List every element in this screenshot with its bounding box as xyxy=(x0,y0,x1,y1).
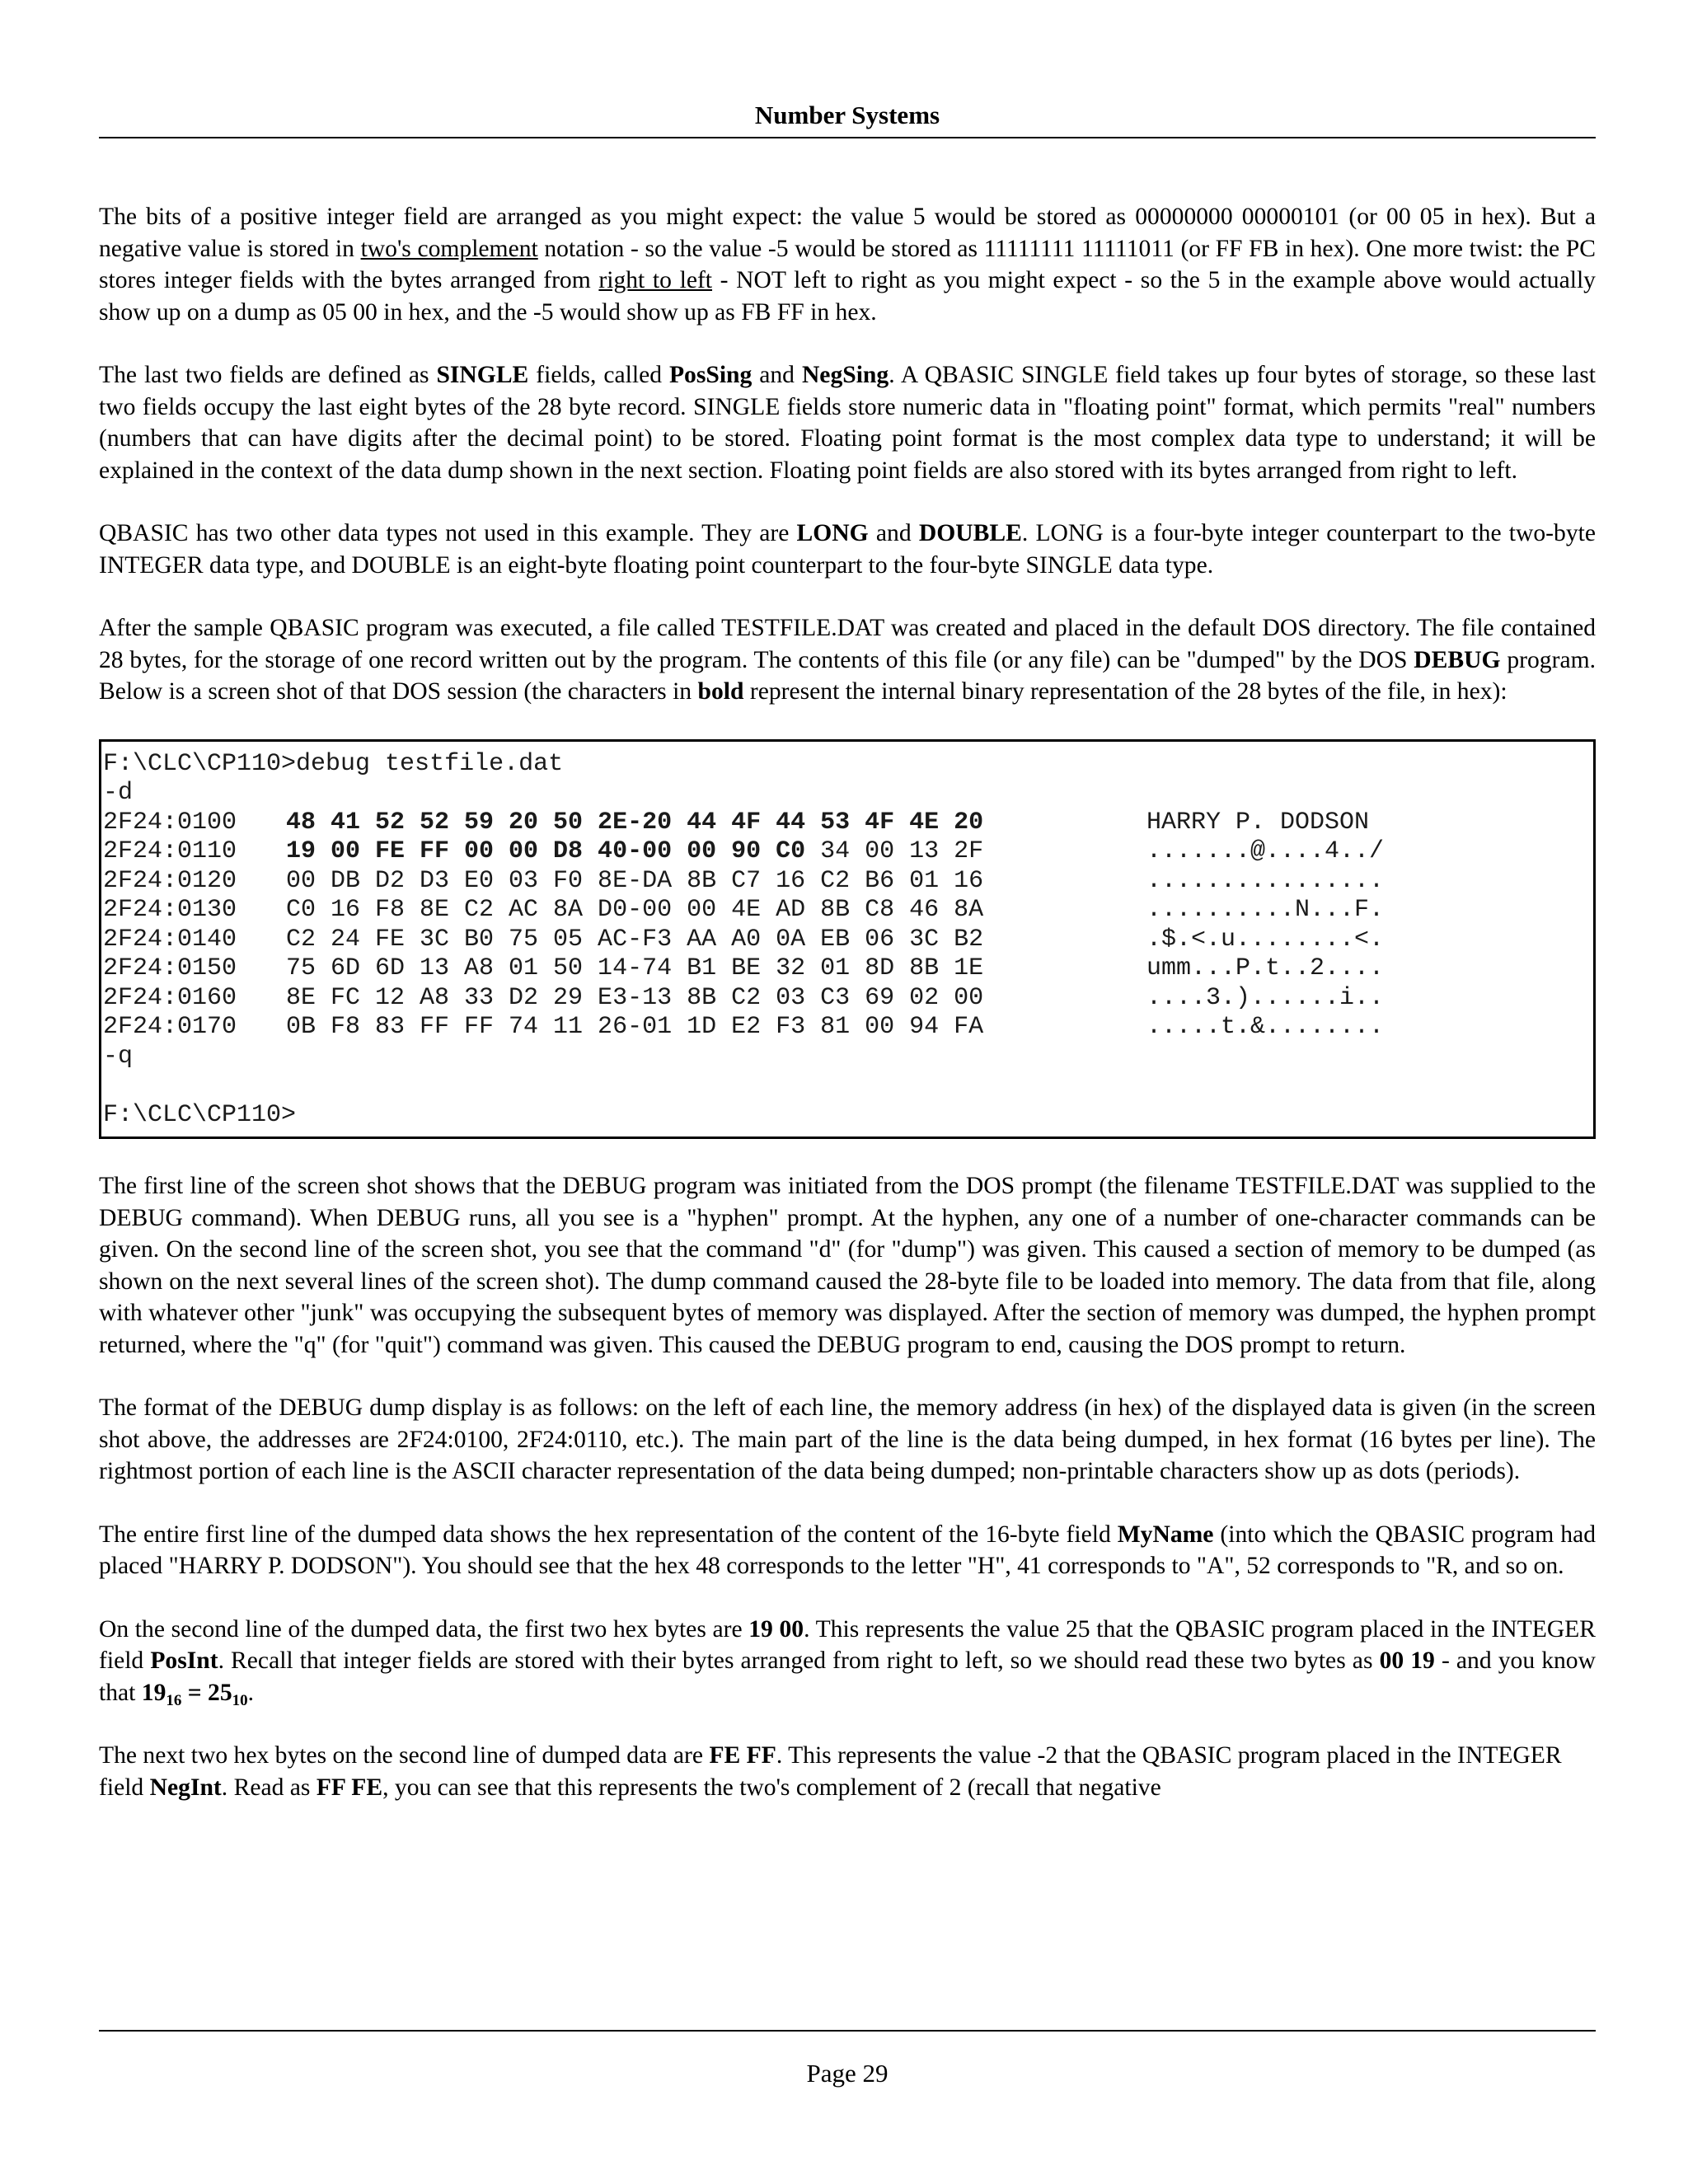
bold-term: LONG xyxy=(796,520,869,546)
text-run: The next two hex bytes on the second line of dumped data are xyxy=(99,1742,710,1769)
dump-hex-bytes xyxy=(286,926,1146,955)
underlined-term: two's complement xyxy=(360,235,538,262)
dump-row xyxy=(101,984,1593,1014)
equation-term: = 25 xyxy=(181,1679,232,1706)
dump-ascii: .....t.&........ xyxy=(1146,1013,1385,1041)
memory-bytes: 75 6D 6D 13 A8 01 50 14-74 B1 BE 32 01 8D 8B 1E xyxy=(286,954,984,982)
text-run: notation - so the value -5 would be stored as 11111111 11111011 (or FF FB in hex). One more twist: the PC stores integer fields with the bytes arranged from xyxy=(99,235,1597,293)
text-run: - and you know that xyxy=(99,1647,1596,1706)
file-bytes-bold: 48 41 52 52 59 20 50 2E-20 44 4F 44 53 4F 4E 20 xyxy=(286,808,984,837)
text-run: . Read as xyxy=(221,1774,316,1801)
bold-term: NegSing xyxy=(801,362,889,388)
dump-row xyxy=(101,867,1593,897)
memory-bytes: 0B F8 83 FF FF 74 11 26-01 1D E2 F3 81 00 94 FA xyxy=(286,1013,984,1041)
text-run: The entire first line of the dumped data shows the hex representation of the content of the 16-byte field xyxy=(99,1521,1118,1548)
text-run: QBASIC has two other data types not used in this example. They are xyxy=(99,520,797,546)
dump-row xyxy=(101,837,1593,867)
dump-ascii: ....3.)......i.. xyxy=(1146,983,1385,1012)
dump-hex-bytes xyxy=(286,867,1146,897)
dump-row xyxy=(101,926,1593,955)
dump-hex-bytes xyxy=(286,896,1146,926)
text-run: , you can see that this represents the two's complement of 2 (recall that negative xyxy=(382,1774,1161,1801)
memory-bytes: 34 00 13 2F xyxy=(805,837,984,865)
dump-address: 2F24:0130 xyxy=(103,896,237,924)
dump-row xyxy=(101,954,1593,984)
dump-hex-bytes xyxy=(286,837,1146,867)
bold-term: FF FE xyxy=(316,1774,383,1801)
text-run: represent the internal binary representation of the 28 bytes of the file, in hex): xyxy=(743,678,1507,705)
file-bytes-bold: 19 00 FE FF 00 00 D8 40-00 00 90 C0 xyxy=(286,837,806,865)
dump-ascii: .$.<.u........<. xyxy=(1146,925,1385,954)
underlined-term: right to left xyxy=(598,267,713,293)
dump-row xyxy=(101,896,1593,926)
dump-address: 2F24:0140 xyxy=(103,925,237,954)
equation xyxy=(141,1679,248,1709)
paragraph-dump-format: The format of the DEBUG dump display is as follows: on the left of each line, the memory address (in hex) of the displayed data is given (in the screen shot above, the addresses are 2F24:0100, 2F24:0110, etc.). The main part of the line is the data being dumped, in hex format (16 bytes per line). The rightmost portion of each line is the ASCII character representation of the data being dumped; non-printable characters show up as dots (periods). xyxy=(99,1394,1596,1484)
text-run: . xyxy=(247,1679,255,1706)
dump-hex-bytes xyxy=(286,808,1146,838)
page-number: Page 29 xyxy=(806,2059,889,2088)
text-run: On the second line of the dumped data, the first two hex bytes are xyxy=(99,1615,749,1643)
paragraph-negint xyxy=(99,1740,1596,1803)
memory-bytes: C2 24 FE 3C B0 75 05 AC-F3 AA A0 0A EB 06 3C B2 xyxy=(286,925,984,954)
page xyxy=(99,0,1596,2184)
dump-ascii: .......@....4../ xyxy=(1146,837,1385,865)
bold-term: bold xyxy=(697,678,744,705)
text-run: . This represents the value -2 that the QBASIC program placed in the INTEGER field xyxy=(99,1742,1562,1801)
dump-address: 2F24:0170 xyxy=(103,1013,237,1041)
text-run: - NOT left to right as you might expect - so the 5 in the example above would actually show up on a dump as 05 00 in hex, and the -5 would show up as FB FF in hex. xyxy=(99,267,1596,326)
dos-prompt: F:\CLC\CP110> xyxy=(103,1100,297,1129)
dos-prompt-command: F:\CLC\CP110>debug testfile.dat xyxy=(103,749,564,778)
paragraph-integer-storage xyxy=(99,201,1596,328)
dump-address: 2F24:0100 xyxy=(103,808,237,837)
text-run: . A QBASIC SINGLE field takes up four bytes of storage, so these last two fields occupy the last eight bytes of the 28 byte record. SINGLE fields store numeric data in "floating point" format, which permits "real" numbers (numbers that can have digits after the decimal point) to be stored. Floating point format is the most complex data type to understand; it will be explained in the context of the data dump shown in the next section. Floating point fields are also stored with its bytes arranged from right to left. xyxy=(99,362,1596,484)
subscript-base: 16 xyxy=(166,1691,182,1709)
paragraph-posint xyxy=(99,1614,1596,1709)
text-run: . Recall that integer fields are stored with their bytes arranged from right to left, so we should read these two bytes as xyxy=(218,1647,1380,1674)
bold-term: 00 19 xyxy=(1379,1647,1435,1674)
dump-address: 2F24:0150 xyxy=(103,954,237,982)
debug-screen-shot xyxy=(99,739,1596,1140)
dump-row xyxy=(101,1013,1593,1043)
equation-term: 19 xyxy=(141,1679,166,1706)
memory-bytes: 00 DB D2 D3 E0 03 F0 8E-DA 8B C7 16 C2 B6 01 16 xyxy=(286,866,984,895)
paragraph-other-types xyxy=(99,518,1596,581)
dump-ascii: umm...P.t..2.... xyxy=(1146,954,1385,982)
subscript-base: 10 xyxy=(232,1691,248,1709)
bold-term: FE FF xyxy=(709,1742,776,1769)
dump-row xyxy=(101,808,1593,838)
dump-ascii: ..........N...F. xyxy=(1146,896,1385,924)
dump-hex-bytes xyxy=(286,984,1146,1014)
blank-line xyxy=(101,1071,1593,1101)
bold-term: PosSing xyxy=(668,362,753,388)
memory-bytes: C0 16 F8 8E C2 AC 8A D0-00 00 4E AD 8B C8 46 8A xyxy=(286,896,984,924)
paragraph-debug-intro xyxy=(99,612,1596,708)
bold-term: MyName xyxy=(1117,1521,1214,1548)
paragraph-single-fields xyxy=(99,359,1596,486)
bold-term: 19 00 xyxy=(748,1615,804,1643)
debug-command-quit: -q xyxy=(103,1042,134,1071)
dump-address: 2F24:0120 xyxy=(103,866,237,895)
dump-hex-bytes xyxy=(286,1013,1146,1043)
page-body xyxy=(99,201,1596,1835)
text-run: . This represents the value 25 that the QBASIC program placed in the INTEGER field xyxy=(99,1615,1597,1674)
text-run: After the sample QBASIC program was executed, a file called TESTFILE.DAT was created and placed in the default DOS directory. The file contained 28 bytes, for the storage of one record written out by the program. The contents of this file (or any file) can be "dumped" by the DOS xyxy=(99,615,1596,673)
bold-term: DEBUG xyxy=(1414,646,1501,673)
footer-rule xyxy=(99,2030,1596,2032)
text-run: and xyxy=(752,362,802,388)
bold-term: DOUBLE xyxy=(918,520,1022,546)
text-run: fields, called xyxy=(528,362,669,388)
dump-address: 2F24:0110 xyxy=(103,837,237,865)
text-run: The last two fields are defined as xyxy=(99,362,437,388)
dump-rows xyxy=(101,808,1593,1043)
debug-command-dump: -d xyxy=(103,779,134,807)
dump-ascii: ................ xyxy=(1146,866,1385,895)
text-run: program. Below is a screen shot of that DOS session (the characters in xyxy=(99,646,1596,705)
text-run: . LONG is a four-byte integer counterpart to the two-byte INTEGER data type, and DOUBLE is an eight-byte floating point counterpart to the four-byte SINGLE data type. xyxy=(99,520,1596,579)
bold-term: NegInt xyxy=(149,1774,222,1801)
memory-bytes: 8E FC 12 A8 33 D2 29 E3-13 8B C2 03 C3 69 02 00 xyxy=(286,983,984,1012)
dump-ascii: HARRY P. DODSON xyxy=(1146,808,1370,837)
paragraph-debug-session: The first line of the screen shot shows that the DEBUG program was initiated from the DOS prompt (the filename TESTFILE.DAT was supplied to the DEBUG command). When DEBUG runs, all you see is a "hyphen" prompt. At the hyphen, any one of a number of one-character commands can be given. On the second line of the screen shot, you see that the command "d" (for "dump") was given. This caused a section of memory to be dumped (as shown on the next several lines of the screen shot). The dump command caused the 28-byte file to be loaded into memory. The data from that file, along with whatever other "junk" was occupying the subsequent bytes of memory was displayed. After the section of memory was dumped, the hyphen prompt returned, where the "q" (for "quit") command was given. This caused the DEBUG program to end, causing the DOS prompt to return. xyxy=(99,1173,1596,1358)
dump-address: 2F24:0160 xyxy=(103,983,237,1012)
text-run: (into which the QBASIC program had placed "HARRY P. DODSON"). You should see that the hex 48 corresponds to the letter "H", 41 corresponds to "A", 52 corresponds to "R, and so on. xyxy=(99,1521,1597,1579)
bold-term: PosInt xyxy=(150,1647,218,1674)
text-run: and xyxy=(868,520,919,546)
running-header: Number Systems xyxy=(754,101,940,129)
paragraph-myname xyxy=(99,1519,1596,1582)
header-rule xyxy=(99,137,1596,138)
bold-term: SINGLE xyxy=(436,362,529,388)
dump-hex-bytes xyxy=(286,954,1146,984)
text-run: The bits of a positive integer field are arranged as you might expect: the value 5 would be stored as 00000000 00000101 (or 00 05 in hex). But a negative value is stored in xyxy=(99,204,1596,262)
